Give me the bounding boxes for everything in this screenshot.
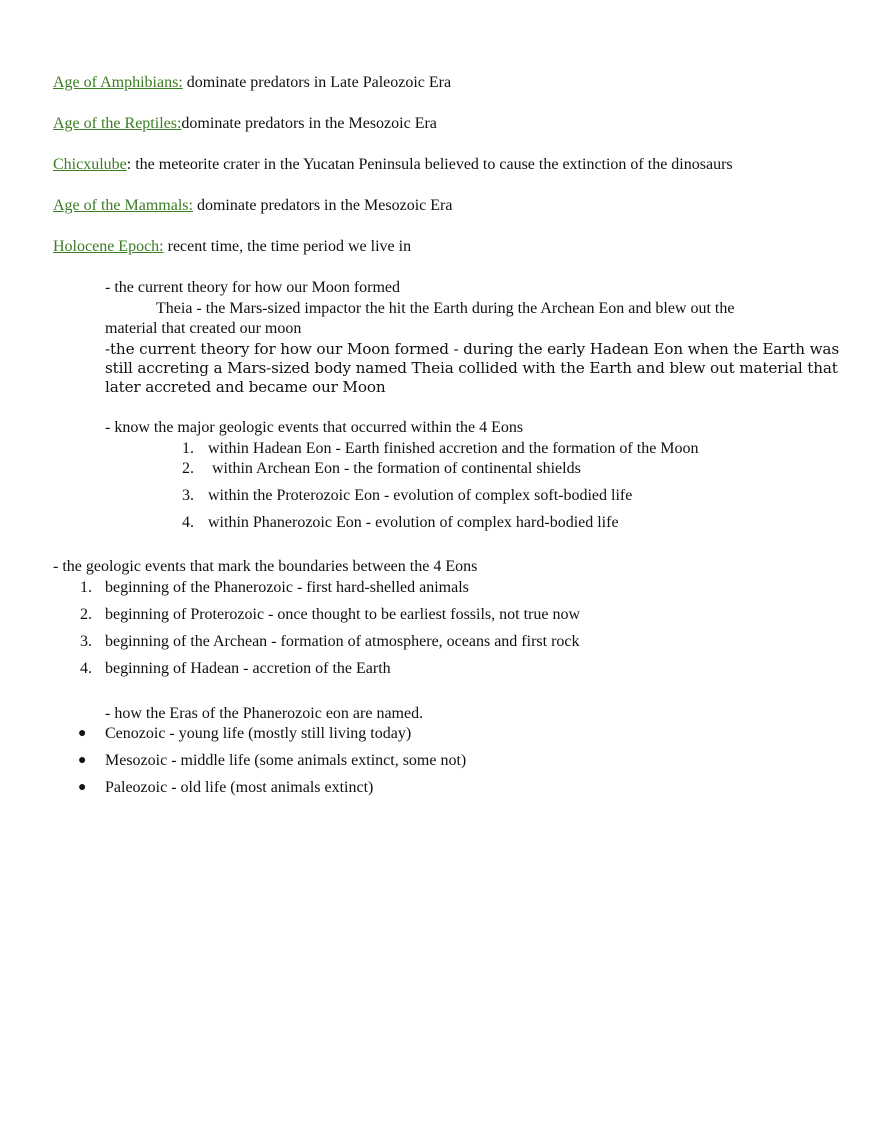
list-number: 1.: [182, 440, 194, 457]
list-text: beginning of Hadean - accretion of the Earth: [105, 660, 391, 677]
bullet-icon: ●: [78, 726, 87, 741]
list-number: 3.: [182, 487, 194, 504]
list-text: within Phanerozoic Eon - evolution of complex hard-bodied life: [208, 514, 619, 531]
list-number: 1.: [80, 579, 92, 596]
moon-theia-line-1: Theia - the Mars-sized impactor the hit the Earth during the Archean Eon and blew out the: [156, 300, 735, 317]
definition-text: dominate predators in Late Paleozoic Era: [182, 74, 452, 91]
eons-events-heading: - know the major geologic events that occurred within the 4 Eons: [105, 419, 524, 436]
list-text: within Hadean Eon - Earth finished accretion and the formation of the Moon: [208, 440, 699, 457]
list-text: within the Proterozoic Eon - evolution of complex soft-bodied life: [208, 487, 633, 504]
list-number: 4.: [182, 514, 194, 531]
list-text: within Archean Eon - the formation of continental shields: [208, 460, 581, 477]
definition-text: recent time, the time period we live in: [163, 238, 412, 255]
definition-reptiles: [53, 114, 437, 134]
list-text: beginning of Proterozoic - once thought to be earliest fossils, not true now: [105, 606, 581, 623]
list-number: 4.: [80, 660, 92, 677]
list-text: beginning of the Phanerozoic - first hard-shelled animals: [105, 579, 469, 596]
bullet-icon: ●: [78, 780, 87, 795]
bullet-icon: ●: [78, 753, 87, 768]
definition-chicxulube: [53, 155, 733, 175]
definition-amphibians: [53, 73, 451, 93]
moon-theia-line-2: material that created our moon: [105, 320, 302, 337]
definition-text: dominate predators in the Mesozoic Era: [181, 115, 437, 132]
list-number: 3.: [80, 633, 92, 650]
term-label: Age of the Reptiles:: [53, 115, 182, 132]
term-label: Holocene Epoch:: [53, 238, 164, 255]
term-label: Age of the Mammals:: [53, 197, 193, 214]
definition-text: dominate predators in the Mesozoic Era: [192, 197, 453, 214]
definition-mammals: [53, 196, 452, 216]
eras-heading: - how the Eras of the Phanerozoic eon are named.: [105, 705, 424, 722]
moon-theory-line-2: still accreting a Mars-sized body named Theia collided with the Earth and blew out material that: [105, 359, 838, 377]
moon-theory-line-1: -the current theory for how our Moon formed - during the early Hadean Eon when the Earth was: [105, 340, 839, 358]
moon-theory-line-3: later accreted and became our Moon: [105, 378, 386, 396]
term-label: Chicxulube: [53, 156, 127, 173]
definition-text: : the meteorite crater in the Yucatan Peninsula believed to cause the extinction of the dinosaurs: [126, 156, 733, 173]
list-text: Cenozoic - young life (mostly still living today): [105, 725, 412, 742]
list-number: 2.: [182, 460, 194, 477]
list-text: Paleozoic - old life (most animals extinct): [105, 779, 374, 796]
term-label: Age of Amphibians:: [53, 74, 183, 91]
boundaries-heading: - the geologic events that mark the boundaries between the 4 Eons: [53, 558, 478, 575]
list-number: 2.: [80, 606, 92, 623]
list-text: beginning of the Archean - formation of atmosphere, oceans and first rock: [105, 633, 580, 650]
definition-holocene: [53, 237, 411, 257]
moon-heading: - the current theory for how our Moon formed: [105, 279, 401, 296]
list-text: Mesozoic - middle life (some animals extinct, some not): [105, 752, 467, 769]
